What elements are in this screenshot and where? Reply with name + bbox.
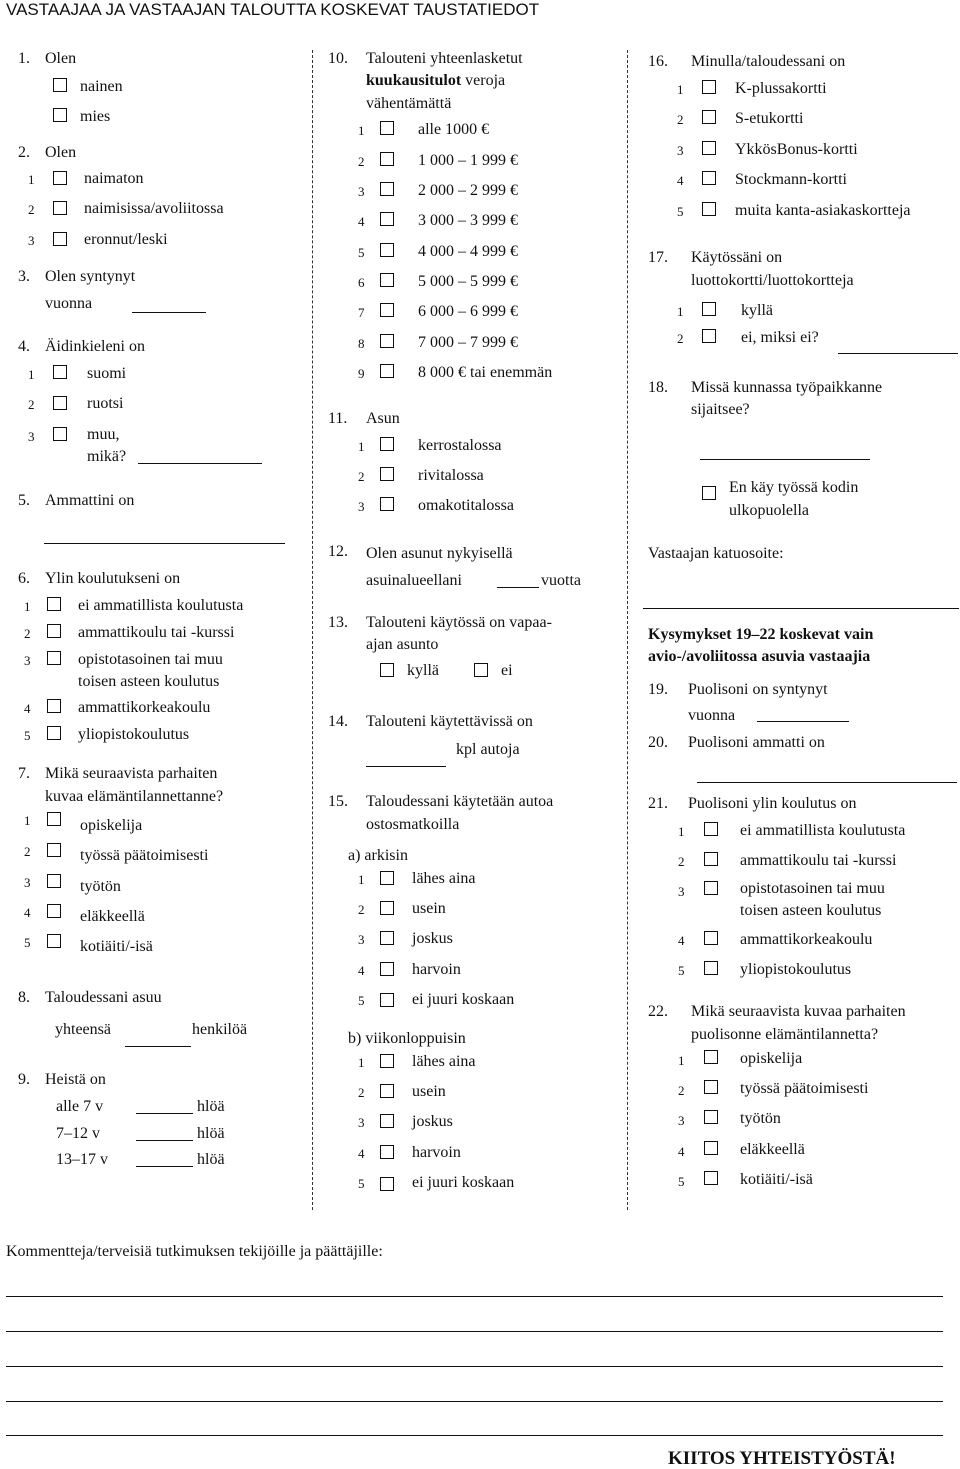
q16-number: 16. (648, 53, 668, 70)
q7-option-5-number: 5 (24, 935, 31, 950)
q7-checkbox-1[interactable] (47, 812, 61, 826)
q10-option-1-number: 1 (358, 123, 365, 138)
q10-option-8-number: 8 (358, 336, 365, 351)
q10-option-4: 3 000 – 3 999 € (418, 212, 518, 229)
q7-number: 7. (18, 765, 30, 782)
q7-checkbox-3[interactable] (47, 874, 61, 888)
q22-label: Mikä seuraavista kuvaa parhaiten (691, 1003, 906, 1020)
q10-option-6-number: 6 (358, 275, 365, 290)
q10-checkbox-7[interactable] (380, 303, 394, 317)
q1-checkbox-1[interactable] (53, 78, 67, 92)
q16-option-3: YkkösBonus-kortti (735, 141, 858, 158)
q15b-checkbox-2[interactable] (380, 1084, 394, 1098)
q20-label: Puolisoni ammatti on (688, 734, 825, 751)
q22-checkbox-5[interactable] (704, 1171, 718, 1185)
q22-option-1: opiskelija (740, 1050, 803, 1067)
q9-label: Heistä on (45, 1071, 106, 1088)
q15-number: 15. (328, 793, 348, 810)
q16-option-2-number: 2 (677, 112, 684, 127)
q1-option-2: mies (80, 108, 111, 125)
q17-option-1: kyllä (741, 302, 773, 319)
q4-option-1: suomi (87, 365, 127, 382)
q21-checkbox-5[interactable] (704, 961, 718, 975)
q9-row-2-line[interactable] (136, 1140, 193, 1141)
q7-checkbox-2[interactable] (47, 843, 61, 857)
q2-checkbox-2[interactable] (53, 201, 67, 215)
q21-option-5-number: 5 (678, 963, 685, 978)
q4-checkbox-2[interactable] (53, 396, 67, 410)
q14-number: 14. (328, 713, 348, 730)
q15a-option-3: joskus (412, 930, 453, 947)
q17-number: 17. (648, 249, 668, 266)
q11-label: Asun (366, 410, 400, 427)
q9-row-1-line[interactable] (136, 1113, 193, 1114)
q15a-checkbox-5[interactable] (380, 993, 394, 1007)
q10-option-2-number: 2 (358, 154, 365, 169)
q4-checkbox-3[interactable] (53, 427, 67, 441)
q14-sub: kpl autoja (456, 741, 520, 758)
q8-answer-line[interactable] (125, 1046, 191, 1047)
q1-label: Olen (45, 50, 77, 67)
q17-option-1-number: 1 (677, 304, 684, 319)
q15a-option-5: ei juuri koskaan (412, 991, 515, 1008)
q17-checkbox-2[interactable] (702, 329, 716, 343)
q11-option-1-number: 1 (358, 439, 365, 454)
q4-other-line[interactable] (138, 463, 262, 464)
q15b-option-4-number: 4 (358, 1146, 365, 1161)
q15b-checkbox-3[interactable] (380, 1114, 394, 1128)
q15b-option-5: ei juuri koskaan (412, 1174, 515, 1191)
q22-checkbox-4[interactable] (704, 1141, 718, 1155)
q6-option-2: ammattikoulu tai -kurssi (78, 624, 235, 641)
q11-option-3-number: 3 (358, 499, 365, 514)
q4-other-label: mikä? (87, 448, 127, 465)
page-title: VASTAAJAA JA VASTAAJAN TALOUTTA KOSKEVAT TAUSTATIEDOT (6, 0, 540, 19)
q8-label: Taloudessani asuu (45, 989, 162, 1006)
q15a-option-2: usein (412, 900, 446, 917)
q10-checkbox-6[interactable] (380, 273, 394, 287)
q10-checkbox-2[interactable] (380, 152, 394, 166)
q21-checkbox-2[interactable] (704, 852, 718, 866)
q15a-checkbox-2[interactable] (380, 901, 394, 915)
q16-option-2: S-etukortti (735, 110, 804, 127)
q15a-checkbox-1[interactable] (380, 871, 394, 885)
q21-checkbox-3[interactable] (704, 881, 718, 895)
spouse-note-line2: avio-/avoliitossa asuvia vastaajia (648, 648, 871, 665)
q21-number: 21. (648, 795, 668, 812)
q16-option-1-number: 1 (677, 82, 684, 97)
q10-option-3: 2 000 – 2 999 € (418, 182, 518, 199)
q6-option-3-number: 3 (24, 653, 31, 668)
q22-option-3-number: 3 (678, 1113, 685, 1128)
q12-answer-line[interactable] (497, 587, 539, 588)
q10-option-6: 5 000 – 5 999 € (418, 273, 518, 290)
q22-option-4: eläkkeellä (740, 1141, 805, 1158)
q10-option-8: 7 000 – 7 999 € (418, 334, 518, 351)
q15b-option-3: joskus (412, 1113, 453, 1130)
q10-option-7-number: 7 (358, 305, 365, 320)
q13-number: 13. (328, 614, 348, 631)
q2-option-1: naimaton (84, 170, 144, 187)
q9-row-3-line[interactable] (136, 1166, 193, 1167)
q12-label: Olen asunut nykyisellä (366, 545, 513, 562)
q11-number: 11. (328, 410, 348, 427)
q21-checkbox-4[interactable] (704, 931, 718, 945)
comment-line-5[interactable] (6, 1435, 943, 1436)
q15a-option-5-number: 5 (358, 993, 365, 1008)
q10-checkbox-1[interactable] (380, 121, 394, 135)
q19-answer-line[interactable] (757, 721, 849, 722)
q10-checkbox-5[interactable] (380, 243, 394, 257)
q10-checkbox-8[interactable] (380, 334, 394, 348)
q15a-option-4-number: 4 (358, 963, 365, 978)
q10-number: 10. (328, 50, 348, 67)
comment-line-3[interactable] (6, 1366, 943, 1367)
q2-option-2-number: 2 (28, 202, 35, 217)
address-label: Vastaajan katuosoite: (648, 545, 784, 562)
q16-option-4: Stockmann-kortti (735, 171, 847, 188)
q7-option-5: kotiäiti/-isä (80, 938, 153, 955)
q6-option-4-number: 4 (24, 701, 31, 716)
q9-row-2-unit: hlöä (197, 1125, 225, 1142)
q5-label: Ammattini on (45, 492, 135, 509)
q19-sub: vuonna (688, 707, 736, 724)
q15b-option-2: usein (412, 1083, 446, 1100)
q11-checkbox-1[interactable] (380, 437, 394, 451)
q2-option-1-number: 1 (28, 172, 35, 187)
q17-checkbox-1[interactable] (702, 302, 716, 316)
q16-option-1: K-plussakortti (735, 80, 827, 97)
q7-label: Mikä seuraavista parhaiten (45, 765, 218, 782)
q10-checkbox-3[interactable] (380, 182, 394, 196)
q21-option-1: ei ammatillista koulutusta (740, 822, 906, 839)
q11-checkbox-2[interactable] (380, 467, 394, 481)
q2-number: 2. (18, 144, 30, 161)
q22-label-line2: puolisonne elämäntilannetta? (691, 1026, 879, 1043)
q8-sub1: yhteensä (55, 1021, 111, 1038)
q15a-checkbox-3[interactable] (380, 931, 394, 945)
q6-option-5: yliopistokoulutus (78, 726, 190, 743)
q11-option-3: omakotitalossa (418, 497, 514, 514)
q14-label: Talouteni käytettävissä on (366, 713, 533, 730)
q15b-checkbox-1[interactable] (380, 1054, 394, 1068)
q15-label: Taloudessani käytetään autoa (366, 793, 554, 810)
q13-yes-checkbox[interactable] (380, 663, 394, 677)
q10-label-line3: vähentämättä (366, 95, 452, 112)
q5-answer-line[interactable] (44, 543, 285, 544)
q18-number: 18. (648, 379, 668, 396)
q6-checkbox-5[interactable] (47, 726, 61, 740)
q12-sub1: asuinalueellani (366, 572, 462, 589)
q9-row-3-label: 13–17 v (56, 1151, 108, 1168)
spouse-note-line1: Kysymykset 19–22 koskevat vain (648, 626, 874, 643)
q18-label: Missä kunnassa työpaikkanne (691, 379, 883, 396)
q9-number: 9. (18, 1071, 30, 1088)
q21-option-3-line2: toisen asteen koulutus (740, 902, 882, 919)
q10-label-bold: kuukausitulot (366, 72, 462, 89)
q18-checkbox[interactable] (702, 486, 716, 500)
q21-option-1-number: 1 (678, 824, 685, 839)
address-line[interactable] (643, 608, 959, 609)
q9-row-1-label: alle 7 v (56, 1098, 104, 1115)
q15b-option-4: harvoin (412, 1144, 461, 1161)
q21-option-2: ammattikoulu tai -kurssi (740, 852, 897, 869)
q10-checkbox-4[interactable] (380, 212, 394, 226)
q16-option-5: muita kanta-asiakaskortteja (735, 202, 911, 219)
q7-option-2: työssä päätoimisesti (80, 847, 209, 864)
q4-label: Äidinkieleni on (45, 338, 145, 355)
q10-option-5: 4 000 – 4 999 € (418, 243, 518, 260)
q15-a-label: a) arkisin (348, 847, 408, 864)
q3-number: 3. (18, 268, 30, 285)
q18-answer-line[interactable] (700, 459, 870, 460)
q13-no-checkbox[interactable] (474, 663, 488, 677)
q1-option-1: nainen (80, 78, 123, 95)
q10-checkbox-9[interactable] (380, 364, 394, 378)
q4-option-3-number: 3 (28, 429, 35, 444)
q7-label-line2: kuvaa elämäntilannettanne? (45, 788, 224, 805)
q9-row-3-unit: hlöä (197, 1151, 225, 1168)
q22-option-5: kotiäiti/-isä (740, 1171, 813, 1188)
q18-option-line1: En käy työssä kodin (729, 479, 859, 496)
column-divider (627, 50, 628, 1210)
q6-option-5-number: 5 (24, 728, 31, 743)
q21-option-5: yliopistokoulutus (740, 961, 852, 978)
q18-label-line2: sijaitsee? (691, 401, 750, 418)
q15b-checkbox-4[interactable] (380, 1145, 394, 1159)
q13-label: Talouteni käytössä on vapaa- (366, 614, 552, 631)
q16-checkbox-3[interactable] (702, 141, 716, 155)
q22-option-1-number: 1 (678, 1053, 685, 1068)
q3-label: Olen syntynyt (45, 268, 136, 285)
q22-option-2: työssä päätoimisesti (740, 1080, 869, 1097)
q8-sub2: henkilöä (192, 1021, 248, 1038)
q17-label: Käytössäni on (691, 249, 783, 266)
q6-option-1: ei ammatillista koulutusta (78, 597, 244, 614)
q2-checkbox-3[interactable] (53, 232, 67, 246)
q4-option-3: muu, (87, 426, 120, 443)
q15a-checkbox-4[interactable] (380, 962, 394, 976)
q7-checkbox-5[interactable] (47, 934, 61, 948)
q13-no-label: ei (501, 662, 513, 679)
q10-option-7: 6 000 – 6 999 € (418, 303, 518, 320)
q17-reason-line[interactable] (838, 353, 958, 354)
q4-option-2: ruotsi (87, 395, 124, 412)
q6-checkbox-1[interactable] (47, 597, 61, 611)
q22-checkbox-1[interactable] (704, 1050, 718, 1064)
q1-checkbox-2[interactable] (53, 108, 67, 122)
q19-number: 19. (648, 681, 668, 698)
q10-option-4-number: 4 (358, 214, 365, 229)
q10-option-3-number: 3 (358, 184, 365, 199)
q22-option-4-number: 4 (678, 1144, 685, 1159)
q2-option-3: eronnut/leski (84, 231, 168, 248)
q10-option-5-number: 5 (358, 245, 365, 260)
q3-sub: vuonna (45, 295, 93, 312)
q16-option-4-number: 4 (677, 173, 684, 188)
q6-label: Ylin koulutukseni on (45, 570, 181, 587)
q11-option-2-number: 2 (358, 469, 365, 484)
comment-line-1[interactable] (6, 1296, 943, 1297)
q9-row-1-unit: hlöä (197, 1098, 225, 1115)
q15a-option-2-number: 2 (358, 902, 365, 917)
q15b-option-5-number: 5 (358, 1176, 365, 1191)
q21-option-4: ammattikorkeakoulu (740, 931, 873, 948)
q18-option-line2: ulkopuolella (729, 502, 809, 519)
q21-checkbox-1[interactable] (704, 822, 718, 836)
q13-yes-label: kyllä (407, 662, 439, 679)
q4-checkbox-1[interactable] (53, 365, 67, 379)
q13-label-line2: ajan asunto (366, 636, 439, 653)
q22-checkbox-2[interactable] (704, 1080, 718, 1094)
q11-checkbox-3[interactable] (380, 497, 394, 511)
q7-option-1-number: 1 (24, 813, 31, 828)
q6-option-4: ammattikorkeakoulu (78, 699, 211, 716)
q11-option-2: rivitalossa (418, 467, 484, 484)
q22-option-3: työtön (740, 1110, 781, 1127)
q16-checkbox-2[interactable] (702, 110, 716, 124)
q10-option-9: 8 000 € tai enemmän (418, 364, 553, 381)
q4-option-2-number: 2 (28, 397, 35, 412)
q9-row-2-label: 7–12 v (56, 1125, 100, 1142)
q10-label-rest: veroja (461, 72, 506, 89)
q6-option-3: opistotasoinen tai muu (78, 651, 223, 668)
q1-number: 1. (18, 50, 30, 67)
q15a-option-3-number: 3 (358, 932, 365, 947)
q7-option-4: eläkkeellä (80, 908, 145, 925)
column-divider (312, 50, 313, 1210)
q5-number: 5. (18, 492, 30, 509)
q10-label-line2 (366, 72, 505, 90)
q7-option-3-number: 3 (24, 875, 31, 890)
q15b-option-1: lähes aina (412, 1053, 476, 1070)
q15b-option-3-number: 3 (358, 1115, 365, 1130)
q7-checkbox-4[interactable] (47, 904, 61, 918)
q10-option-9-number: 9 (358, 366, 365, 381)
q15a-option-1-number: 1 (358, 872, 365, 887)
q7-option-1: opiskelija (80, 817, 143, 834)
q7-option-2-number: 2 (24, 844, 31, 859)
q17-label-line2: luottokortti/luottokortteja (691, 272, 854, 289)
q15a-option-4: harvoin (412, 961, 461, 978)
q6-option-1-number: 1 (24, 599, 31, 614)
q15b-checkbox-5[interactable] (380, 1177, 394, 1191)
q6-checkbox-4[interactable] (47, 699, 61, 713)
comment-line-2[interactable] (6, 1331, 943, 1332)
q6-checkbox-2[interactable] (47, 624, 61, 638)
q21-option-3-number: 3 (678, 884, 685, 899)
q16-checkbox-4[interactable] (702, 171, 716, 185)
q16-checkbox-5[interactable] (702, 202, 716, 216)
q6-option-3-line2: toisen asteen koulutus (78, 673, 220, 690)
q21-option-2-number: 2 (678, 854, 685, 869)
comments-label: Kommentteja/terveisiä tutkimuksen tekijöille ja päättäjille: (6, 1243, 383, 1260)
q6-option-2-number: 2 (24, 626, 31, 641)
q16-option-3-number: 3 (677, 143, 684, 158)
q6-checkbox-3[interactable] (47, 651, 61, 665)
q15b-option-1-number: 1 (358, 1055, 365, 1070)
q20-answer-line[interactable] (697, 782, 957, 783)
q20-number: 20. (648, 734, 668, 751)
q22-checkbox-3[interactable] (704, 1110, 718, 1124)
q2-option-3-number: 3 (28, 233, 35, 248)
q15-label-line2: ostosmatkoilla (366, 816, 460, 833)
q21-option-3: opistotasoinen tai muu (740, 880, 885, 897)
q10-label: Talouteni yhteenlasketut (366, 50, 523, 67)
q10-option-2: 1 000 – 1 999 € (418, 152, 518, 169)
q16-checkbox-1[interactable] (702, 80, 716, 94)
q11-option-1: kerrostalossa (418, 437, 502, 454)
q16-label: Minulla/taloudessani on (691, 53, 846, 70)
q10-option-1: alle 1000 € (418, 121, 490, 138)
thanks-text: KIITOS YHTEISTYÖSTÄ! (668, 1448, 896, 1469)
q4-option-1-number: 1 (28, 367, 35, 382)
q15b-option-2-number: 2 (358, 1085, 365, 1100)
q17-option-2-number: 2 (677, 331, 684, 346)
q15a-option-1: lähes aina (412, 870, 476, 887)
q12-number: 12. (328, 543, 348, 560)
q4-number: 4. (18, 338, 30, 355)
q14-answer-line[interactable] (366, 766, 446, 767)
q21-option-4-number: 4 (678, 933, 685, 948)
q22-option-2-number: 2 (678, 1083, 685, 1098)
q22-option-5-number: 5 (678, 1174, 685, 1189)
q19-label: Puolisoni on syntynyt (688, 681, 828, 698)
q17-option-2: ei, miksi ei? (741, 329, 819, 346)
q2-checkbox-1[interactable] (53, 171, 67, 185)
q7-option-4-number: 4 (24, 905, 31, 920)
q3-answer-line[interactable] (132, 312, 206, 313)
q15-b-label: b) viikonloppuisin (348, 1030, 466, 1047)
q8-number: 8. (18, 989, 30, 1006)
q6-number: 6. (18, 570, 30, 587)
comment-line-4[interactable] (6, 1401, 943, 1402)
q22-number: 22. (648, 1003, 668, 1020)
q2-label: Olen (45, 144, 77, 161)
q16-option-5-number: 5 (677, 204, 684, 219)
q21-label: Puolisoni ylin koulutus on (688, 795, 857, 812)
q7-option-3: työtön (80, 878, 121, 895)
q12-sub2: vuotta (541, 572, 581, 589)
q2-option-2: naimisissa/avoliitossa (84, 200, 224, 217)
